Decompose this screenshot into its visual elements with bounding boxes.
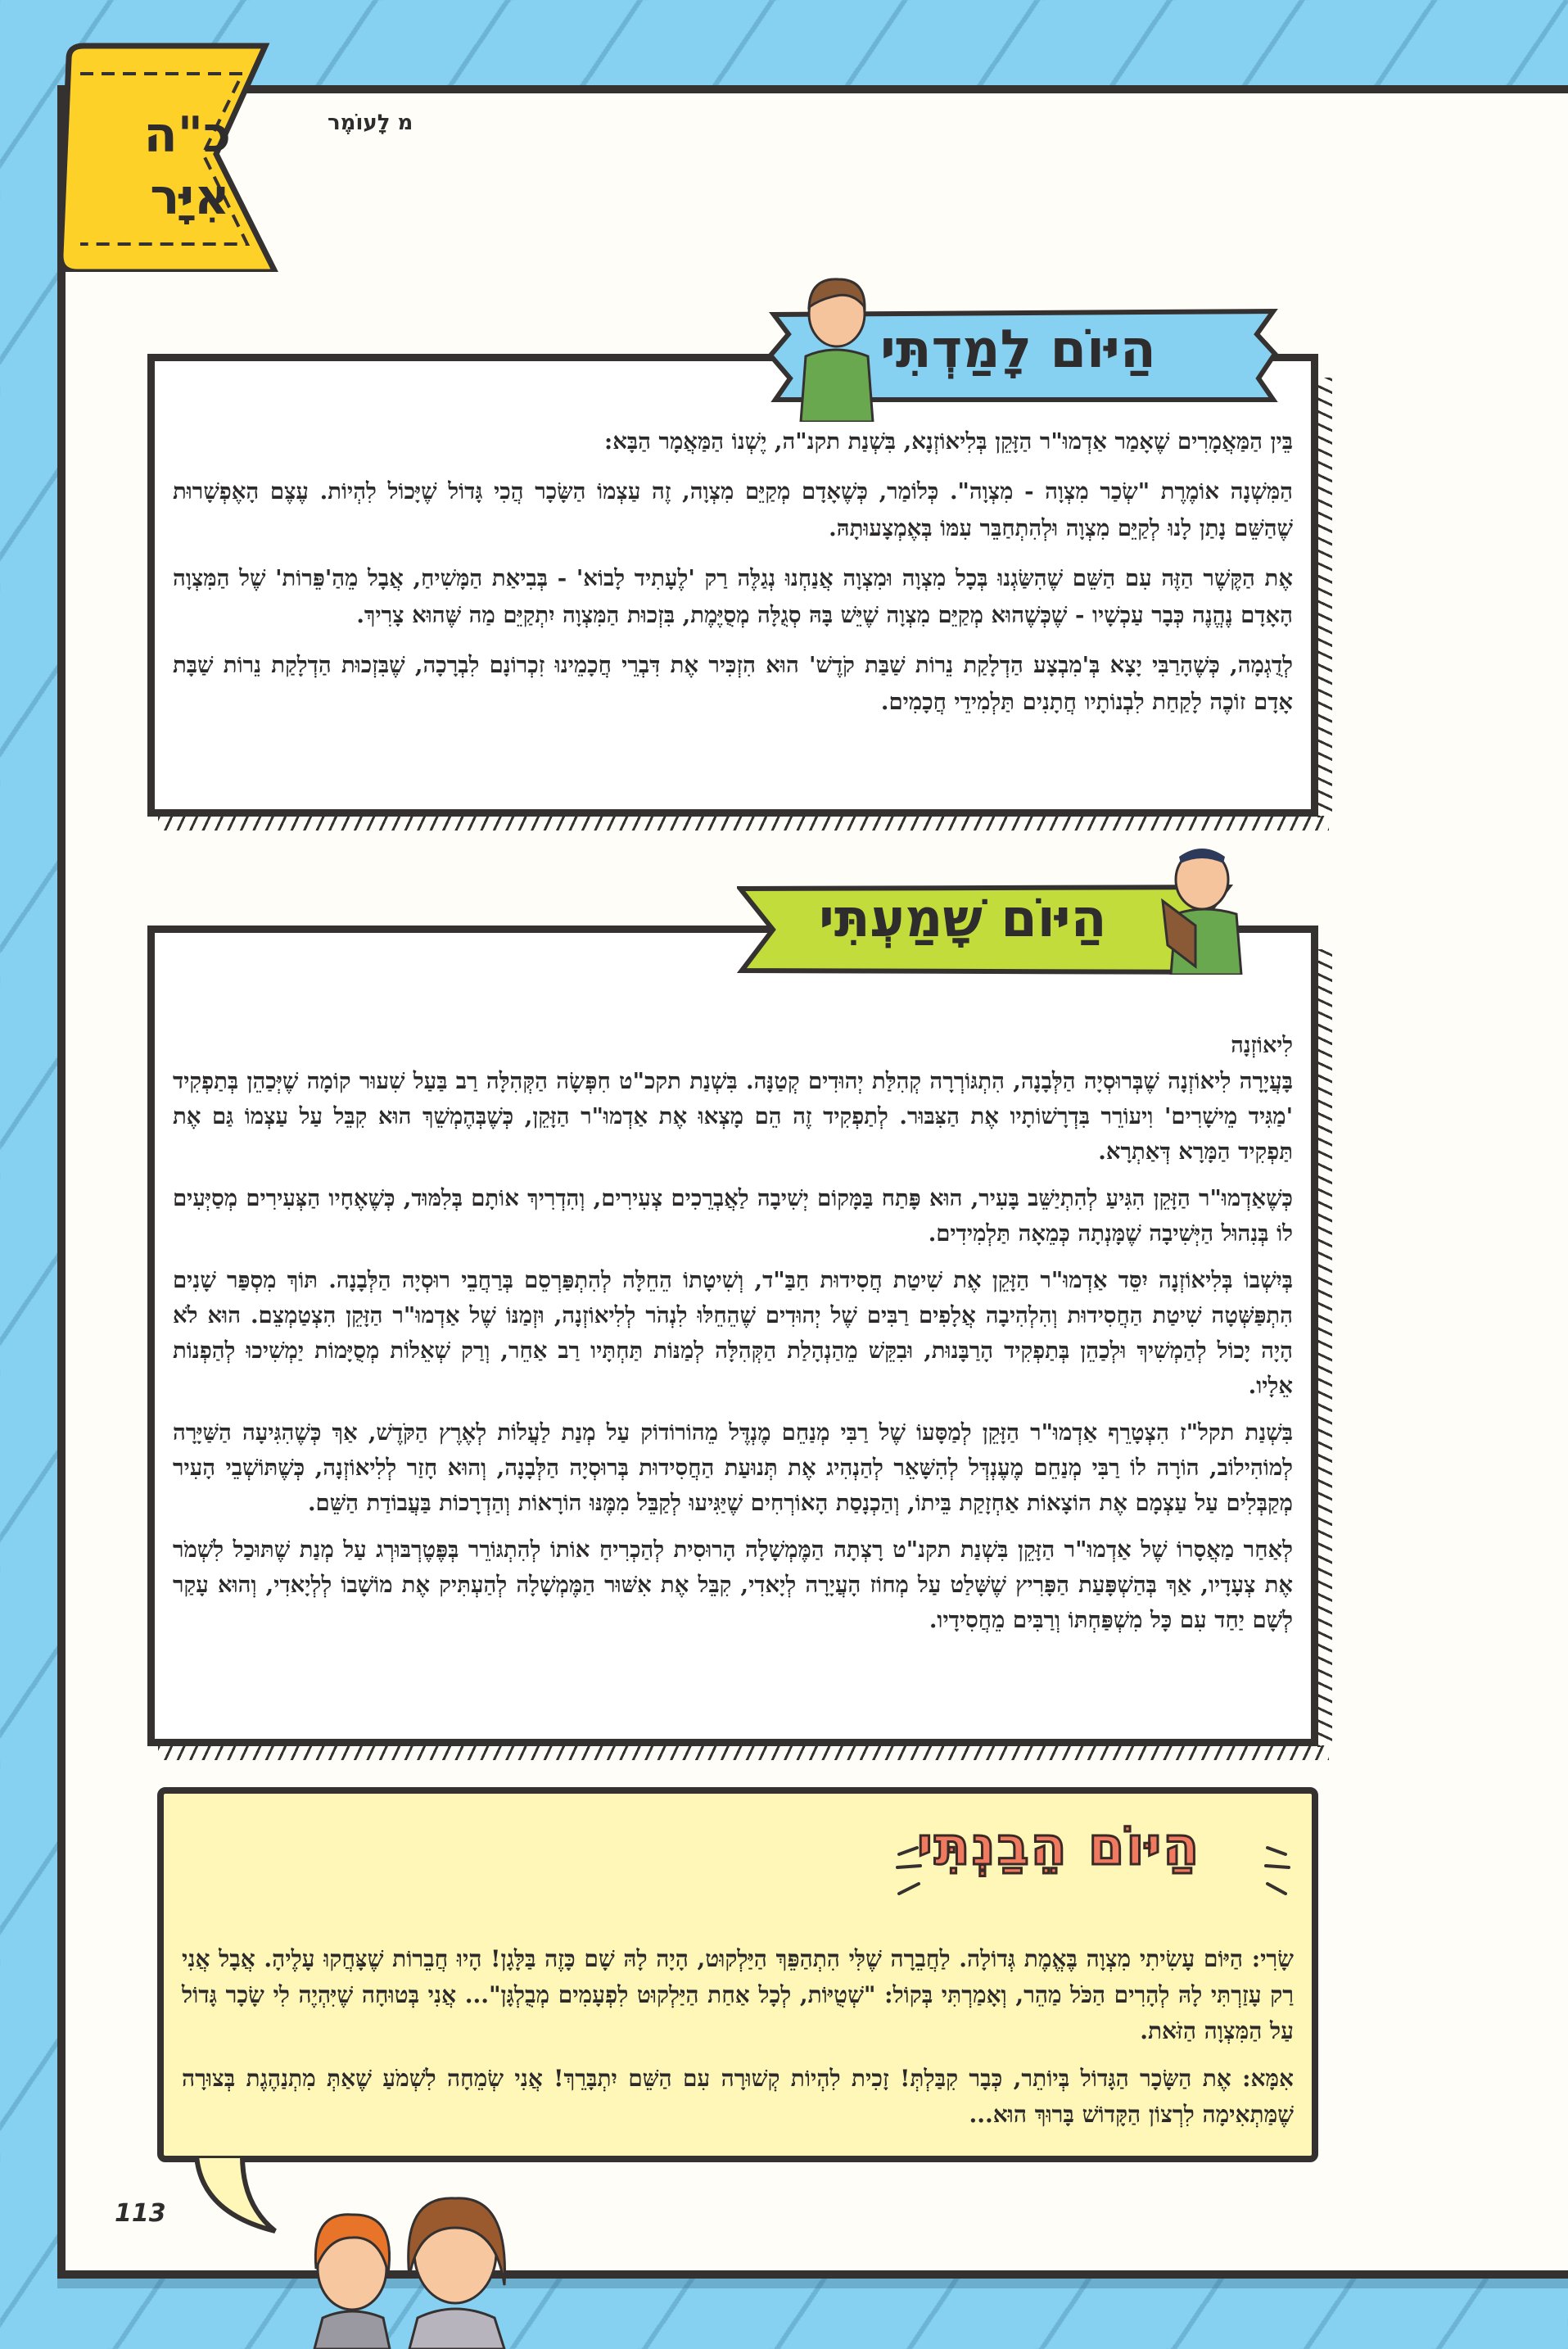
- heard-title: הַיּוֹם שָׁמַעְתִּי: [819, 889, 1107, 949]
- understood-title: הַיּוֹם הֵבַנְתִּי: [917, 1817, 1201, 1877]
- date-flag: [59, 34, 280, 264]
- heard-box: [147, 926, 1318, 1746]
- sparkle-left-icon: [892, 1843, 925, 1900]
- speaker-label: אִמָּא:: [1242, 2065, 1294, 2092]
- dialogue-text: אֶת הַשָּׂכָר הַגָּדוֹל בְּיוֹתֵר, כְּבָר קִבַּלְתְּ! זָכִית לִהְיוֹת קְשׁוּרָה עִם הַשֵּׁם יִתְבָּרֵךְ! אֲנִי שְׂמֵחָה לִשְׁמֹעַ שֶׁאַתְּ מִתְנַהֶגֶת בְּצוּרָה שֶׁמַּתְאִימָה לִרְצוֹן הַקָּדוֹשׁ בָּרוּךְ הוּא...: [182, 2065, 1294, 2128]
- heard-paragraph: בִּשְׁנַת תקל"ז הִצְטָרֵף אַדְמוּ"ר הַזָּקֵן לְמַסָּעוֹ שֶׁל רַבִּי מְנַחֵם מֶנְדֶּל מֵהוֹרוֹדוֹק עַל מְנַת לַעֲלוֹת לְאֶרֶץ הַקֹּדֶשׁ, אַךְ כְּשֶׁהִגִּיעָה הַשַּׁיָּרָה לְמוֹהִילוֹב, הוֹרָה לוֹ רַבִּי מְנַחֵם מֶעֶנְדְּל לְהִשָּׁאֵר לְהַנְהִיג אֶת תְּנוּעַת הַחֲסִידוּת בְּרוּסְיָה הַלְּבָנָה, וְהוּא חָזַר לְלִיאוֹזְנָה, כְּשֶׁתּוֹשְׁבֵי הָעִיר מְקַבְּלִים עַל עַצְמָם אֶת הוֹצָאוֹת אַחְזָקַת בֵּיתוֹ, וְהַכְנָסַת הָאוֹרְחִים שֶׁיַּגִּיעוּ לְקַבֵּל מִמֶּנּוּ הוֹרָאוֹת וְהַדְרָכוֹת בַּעֲבוֹדַת הַשֵּׁם.: [173, 1419, 1293, 1516]
- learned-paragraph: אֶת הַקֶּשֶׁר הַזֶּה עִם הַשֵּׁם שֶׁהִשַּׂגְנוּ בְּכָל מִצְוָה וּמִצְוָה אֲנַחְנוּ נְגַלֶּה רַק 'לֶעָתִיד לָבוֹא' - בְּבִיאַת הַמָּשִׁיחַ, אֲבָל מֵהַ'פֵּרוֹת' שֶׁל הַמִּצְוָה הָאָדָם נֶהֱנֶה כְּבָר עַכְשָׁיו - שֶׁכְּשֶׁהוּא מְקַיֵּם מִצְוָה שֶׁיֵּשׁ בָּהּ סְגֻלָּה מְסֻיֶּמֶת, בִּזְכוּת הַמִּצְוָה יִתְקַיֵּם מַה שֶּׁהוּא צָרִיךְ.: [173, 565, 1293, 628]
- learned-title: הַיּוֹם לָמַדְתִּי: [880, 319, 1156, 380]
- learned-paragraph: בֵּין הַמַּאֲמָרִים שֶׁאָמַר אַדְמוּ"ר הַזָּקֵן בְּלִיאוֹזְנָא, בִּשְׁנַת תקנ"ה, יֶשְׁנוֹ הַמַּאֲמָר הַבָּא:: [604, 428, 1293, 455]
- heard-paragraph: לְאַחַר מַאֲסָרוֹ שֶׁל אַדְמוּ"ר הַזָּקֵן בִּשְׁנַת תקנ"ט רָצְתָה הַמֶּמְשָׁלָה הָרוּסִית לְהַכְרִיחַ אוֹתוֹ לְהִתְגּוֹרֵר בְּפֶּטֶרְבּוּרְג עַל מְנַת שֶׁתּוּכַל לִשְׁמֹר אֶת צְעָדָיו, אַךְ בְּהַשְׁפָּעַת הַפָּרִיץ שֶׁשָּׁלַט עַל מְחוֹז הָעֲיָרָה לְיָאדִי, קִבֵּל אֶת אִשּׁוּר הַמֶּמְשָׁלָה לְהַעְתִּיק אֶת מוֹשָׁבוֹ לְלְיָאדִי, וְהוּא עָקַר לְשָׁם יַחַד עִם כָּל מִשְׁפַּחְתּוֹ וְרַבִּים מֵחֲסִידָיו.: [173, 1537, 1293, 1633]
- heard-paragraph: בָּעֲיָרָה לִיאוֹזְנָה שֶׁבְּרוּסְיָה הַלְּבָנָה, הִתְגּוֹרְרָה קְהִלַּת יְהוּדִים קְטַנָּה. בִּשְׁנַת תקכ"ט חִפְּשָׂה הַקְּהִלָּה רַב בַּעַל שִׁעוּר קוֹמָה שֶׁיְּכַהֵן בְּתַפְקִיד 'מַגִּיד מֵישָׁרִים' וִיעוֹרֵר בִּדְרָשׁוֹתָיו אֶת הַצִּבּוּר. לְתַפְקִיד זֶה הֵם מָצְאוּ אֶת אַדְמוּ"ר הַזָּקֵן, כְּשֶׁבְּהֶמְשֵׁךְ הוּא קִבֵּל עַל עַצְמוֹ גַּם אֶת תַּפְקִיד הַמָּרָא דְּאַתְרָא.: [173, 1068, 1293, 1165]
- learned-paragraph: לְדֻגְמָה, כְּשֶׁהָרַבִּי יָצָא בְּ'מִבְצָע הַדְלָקַת נֵרוֹת שַׁבַּת קֹדֶשׁ' הוּא הִזְכִּיר אֶת דִּבְרֵי חֲכָמֵינוּ זִכְרוֹנָם לִבְרָכָה, שֶׁבִּזְכוּת הַדְלָקַת נֵרוֹת שַׁבָּת אָדָם זוֹכֶה לָקַחַת לִבְנוֹתָיו חֲתָנִים תַּלְמִידֵי חֲכָמִים.: [173, 652, 1293, 715]
- speech-bubble-tail-icon: [193, 2156, 283, 2238]
- dialogue-line: [182, 2061, 1294, 2133]
- page-number: 113: [115, 2199, 166, 2228]
- omer-count: מ לָעוֹמֶר: [328, 111, 413, 135]
- dialogue-line: [182, 1941, 1294, 2049]
- hebrew-date: [143, 104, 231, 229]
- learned-paragraph: הַמִּשְׁנָה אוֹמֶרֶת "שְׂכַר מִצְוָה - מִצְוָה". כְּלוֹמַר, כְּשֶׁאָדָם מְקַיֵּם מִצְוָה, זֶה עַצְמוֹ הַשָּׂכָר הֲכִי גָּדוֹל שֶׁיָּכוֹל לִהְיוֹת. עֶצֶם הָאֶפְשָׁרוּת שֶׁהַשֵּׁם נָתַן לָנוּ לְקַיֵּם מִצְוָה וּלְהִתְחַבֵּר עִמּוֹ בְּאֶמְצָעוּתָהּ.: [173, 478, 1293, 541]
- boy-reading-illustration-icon: [1146, 844, 1253, 975]
- girls-illustration-icon: [295, 2195, 540, 2349]
- speaker-label: שָׂרִי:: [1251, 1945, 1295, 1972]
- sparkle-right-icon: [1261, 1843, 1294, 1900]
- boy-illustration-icon: [786, 274, 884, 422]
- hebrew-month: אִיָּר: [150, 169, 230, 226]
- heard-paragraph: בְּיִשְׁבוֹ בְּלִיאוֹזְנָה יִסֵּד אַדְמוּ"ר הַזָּקֵן אֶת שִׁיטַת חֲסִידוּת חַבַּ"ד, וְשִׁיטָתוֹ הֵחֵלָּה לְהִתְפַּרְסֵם בְּרַחֲבֵי רוּסְיָה הַלְּבָנָה. תּוֹךְ מִסְפַּר שָׁנִים הִתְפַּשְּׁטָה שִׁיטַת הַחֲסִידוּת וְהִלְהִיבָה אֲלָפִים רַבִּים שֶׁל יְהוּדִים שֶׁהֵחֵלּוּ לִנְהֹר לְלִיאוֹזְנָה, וּזְמַנּוֹ שֶׁל אַדְמוּ"ר הַזָּקֵן הִצְטַמְצֵם. הוּא לֹא הָיָה יָכוֹל לְהַמְשִׁיךְ וּלְכַהֵן בְּתַפְקִיד הָרַבָּנוּת, וּבִקֵּשׁ מֵהַנְהָלַת הַקְּהִלָּה לְמַנּוֹת תַּחְתָּיו רַב אַחֵר, וְרַק שְׁאֵלוֹת מְסֻיָּמוֹת יַמְשִׁיכוּ לְהַפְנוֹת אֵלָיו.: [173, 1267, 1293, 1399]
- heard-subheading: לִיאוֹזְנָה: [1231, 1033, 1293, 1058]
- hebrew-day: כ"ה: [143, 106, 231, 164]
- learned-box: [147, 354, 1318, 817]
- heard-paragraph: כְּשֶׁאַדְמוּ"ר הַזָּקֵן הִגִּיעַ לְהִתְיַשֵּׁב בָּעִיר, הוּא פָּתַח בַּמָּקוֹם יְשִׁיבָה לַאֲבְרֵכִים צְעִירִים, וְהִדְרִיךְ אוֹתָם בְּלִמּוּד, כְּשֶׁאֶחָיו הַצְּעִירִים מְסַיְּעִים לוֹ בְּנִהוּל הַיְּשִׁיבָה שֶׁמָּנְתָה כְּמֵאָה תַּלְמִידִים.: [173, 1185, 1293, 1247]
- dialogue-text: הַיּוֹם עָשִׂיתִי מִצְוָה בֶּאֱמֶת גְּדוֹלָה. לַחֲבֵרָה שֶׁלִּי הִתְהַפֵּךְ הַיַּלְקוּט, הָיָה לָהּ שָׁם כָּזֶה בַּלָּגָן! הָיוּ חֲבֵרוֹת שֶׁצָּחֲקוּ עָלֶיהָ. אֲבָל אֲנִי רַק עָזַרְתִּי לָהּ לְהָרִים הַכֹּל מַהֵר, וְאָמַרְתִּי בְּקוֹל: "שְׁטֻיּוֹת, לְכָל אַחַת הַיַּלְקוּט לִפְעָמִים מְבֻלְגָּן"... אֲנִי בְּטוּחָה שֶׁיִּהְיֶה לִי שָׂכָר גָּדוֹל עַל הַמִּצְוָה הַזֹּאת.: [182, 1945, 1294, 2044]
